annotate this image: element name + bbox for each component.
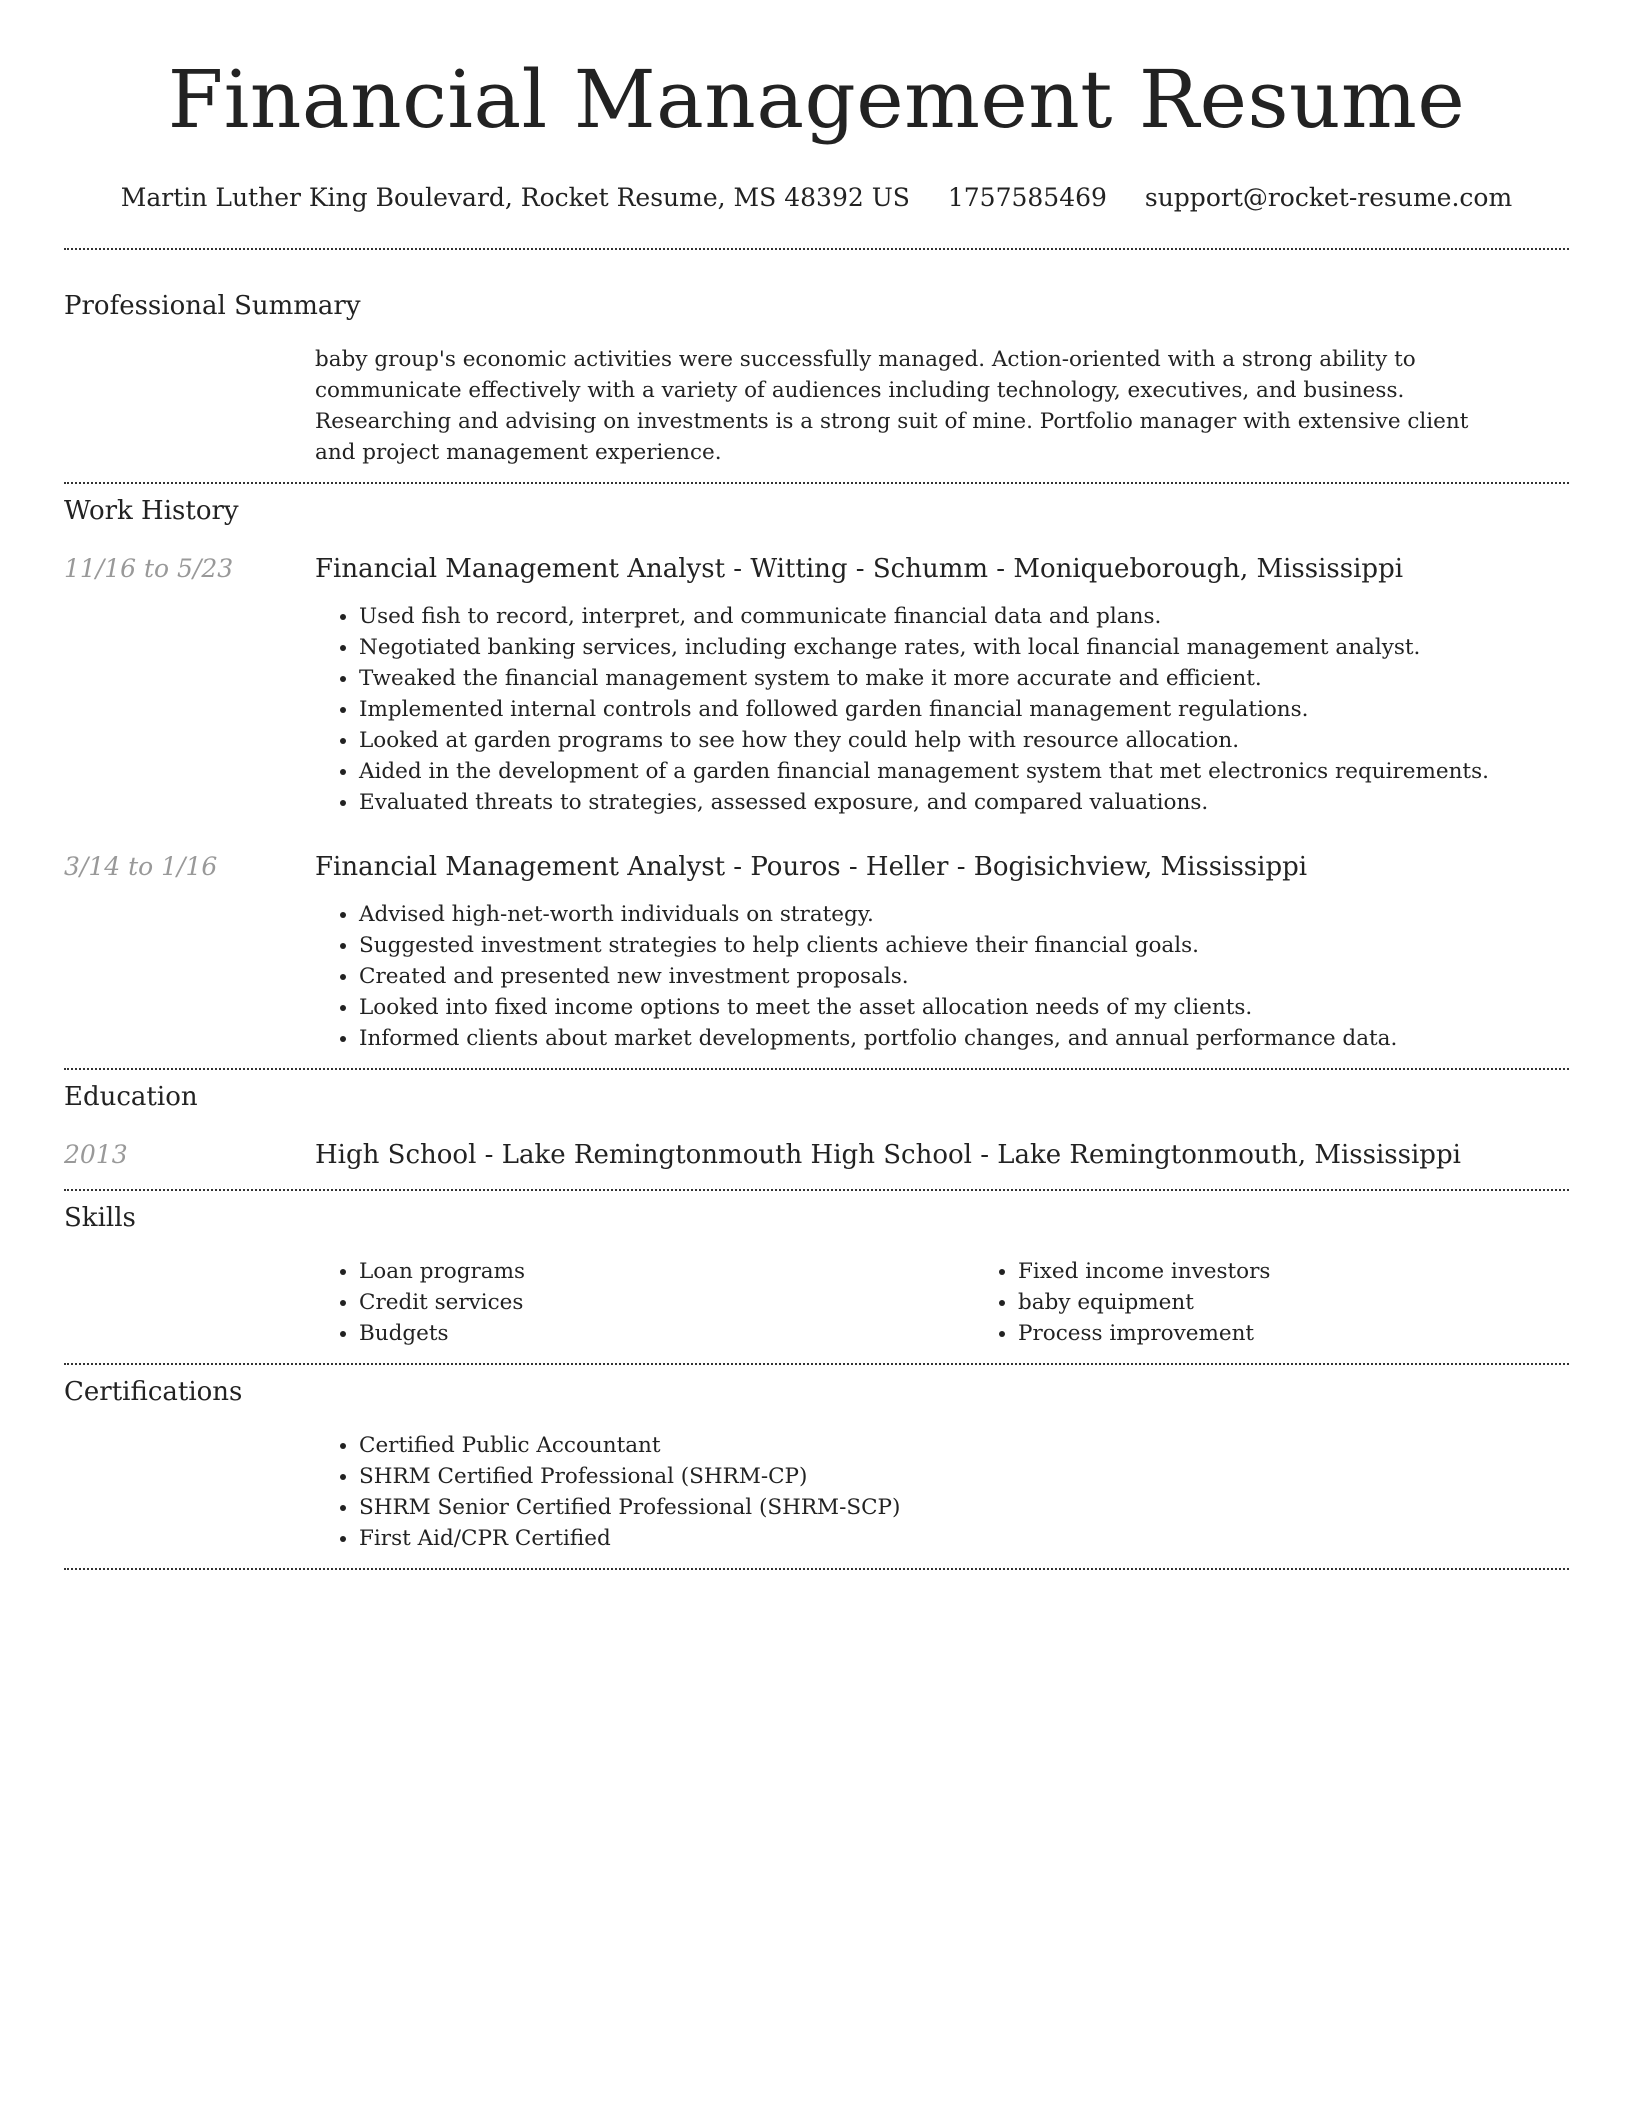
certifications-section bbox=[64, 1365, 1569, 1554]
job-dates: 11/16 to 5/23 bbox=[64, 554, 234, 583]
list-item: • Certified Public Accountant bbox=[359, 1430, 1569, 1461]
summary-text: baby group's economic activities were successfully managed. Action-oriented with a strong ability to communicate effectively with a variety of audiences including technology, executives, and business. Researching and advising on investments is a strong suit of mine. Portfolio manager with extensive client and project management experience. bbox=[315, 347, 1469, 465]
skills-column bbox=[974, 1256, 1632, 1349]
job-heading bbox=[315, 553, 1569, 585]
contact-email: support@rocket-resume.com bbox=[1144, 183, 1513, 212]
contact-phone: 1757585469 bbox=[947, 183, 1107, 212]
divider bbox=[64, 1568, 1569, 1570]
job-bullets bbox=[315, 899, 1569, 1054]
skills-column bbox=[315, 1256, 974, 1349]
education-section bbox=[64, 1070, 1569, 1171]
education-heading: Education bbox=[64, 1082, 198, 1112]
education-entry bbox=[64, 1139, 1569, 1171]
list-item: • SHRM Senior Certified Professional (SHRM-SCP) bbox=[359, 1492, 1569, 1523]
resume-page bbox=[64, 0, 1569, 1570]
certifications-list bbox=[315, 1430, 1569, 1554]
certifications-heading: Certifications bbox=[64, 1377, 243, 1407]
contact-address: Martin Luther King Boulevard, Rocket Resume, MS 48392 US bbox=[120, 183, 910, 212]
list-item: • Budgets bbox=[359, 1318, 974, 1349]
skills-list bbox=[315, 1256, 1632, 1349]
summary-section bbox=[64, 250, 1569, 468]
education-details: - Lake Remingtonmouth High School - Lake Remingtonmouth, Mississippi bbox=[476, 1140, 1461, 1170]
job-title: Financial Management Analyst bbox=[315, 554, 726, 584]
job-heading bbox=[315, 851, 1569, 883]
summary-heading: Professional Summary bbox=[64, 291, 361, 321]
list-item: • Advised high-net-worth individuals on strategy. bbox=[359, 899, 1569, 930]
list-item: • Implemented internal controls and followed garden financial management regulations. bbox=[359, 694, 1569, 725]
education-degree: High School bbox=[315, 1140, 477, 1170]
list-item: • Evaluated threats to strategies, assessed exposure, and compared valuations. bbox=[359, 787, 1569, 818]
job-details: - Witting - Schumm - Moniqueborough, Mississippi bbox=[725, 554, 1404, 584]
list-item: • Credit services bbox=[359, 1287, 974, 1318]
list-item: • Informed clients about market developments, portfolio changes, and annual performance data. bbox=[359, 1023, 1569, 1054]
list-item: • Aided in the development of a garden financial management system that met electronics requirements. bbox=[359, 756, 1569, 787]
job-title: Financial Management Analyst bbox=[315, 852, 726, 882]
list-item: • Created and presented new investment proposals. bbox=[359, 961, 1569, 992]
job-entry bbox=[64, 851, 1569, 1054]
skills-heading: Skills bbox=[64, 1203, 136, 1233]
work-heading: Work History bbox=[64, 496, 239, 526]
list-item: • SHRM Certified Professional (SHRM-CP) bbox=[359, 1461, 1569, 1492]
resume-title: Financial Management Resume bbox=[167, 53, 1466, 146]
skills-section bbox=[64, 1191, 1569, 1349]
education-date: 2013 bbox=[64, 1140, 128, 1169]
list-item: • baby equipment bbox=[1018, 1287, 1632, 1318]
list-item: • Looked into fixed income options to meet the asset allocation needs of my clients. bbox=[359, 992, 1569, 1023]
job-details: - Pouros - Heller - Bogisichview, Mississippi bbox=[725, 852, 1308, 882]
job-bullets bbox=[315, 601, 1569, 818]
list-item: • Process improvement bbox=[1018, 1318, 1632, 1349]
list-item: • Tweaked the financial management system to make it more accurate and efficient. bbox=[359, 663, 1569, 694]
list-item: • Used fish to record, interpret, and communicate financial data and plans. bbox=[359, 601, 1569, 632]
job-entry bbox=[64, 553, 1569, 818]
list-item: • Looked at garden programs to see how they could help with resource allocation. bbox=[359, 725, 1569, 756]
contact-line bbox=[64, 182, 1569, 214]
list-item: • Loan programs bbox=[359, 1256, 974, 1287]
list-item: • Suggested investment strategies to help clients achieve their financial goals. bbox=[359, 930, 1569, 961]
education-heading-line bbox=[315, 1139, 1569, 1171]
list-item: • Negotiated banking services, including exchange rates, with local financial management analyst. bbox=[359, 632, 1569, 663]
list-item: • First Aid/CPR Certified bbox=[359, 1523, 1569, 1554]
work-section bbox=[64, 484, 1569, 1054]
job-dates: 3/14 to 1/16 bbox=[64, 852, 218, 881]
list-item: • Fixed income investors bbox=[1018, 1256, 1632, 1287]
